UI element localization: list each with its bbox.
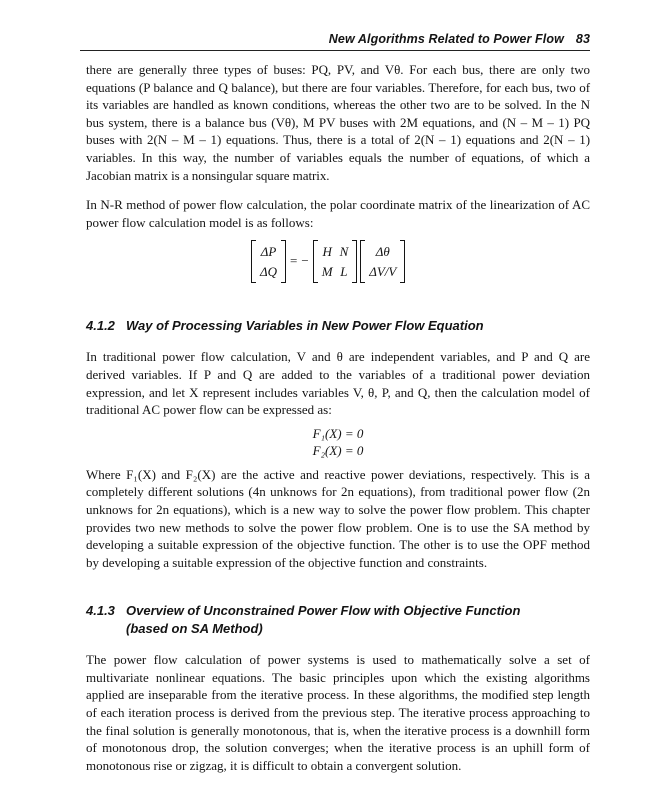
rhs-vector — [360, 240, 405, 283]
equation-f1: F₁(X) = 0 — [312, 425, 364, 441]
jac-h: H — [322, 243, 332, 259]
rhs-delta-v-over-v: ΔV/V — [369, 263, 397, 279]
lhs-delta-p: ΔP — [260, 243, 277, 259]
paragraph-nr-method: In N-R method of power flow calculation, the polar coordinate matrix of the linearization of AC power flow calculation model is as follows: — [86, 197, 590, 230]
section-title: Way of Processing Variables in New Power Flow Equation — [126, 318, 484, 334]
jac-l: L — [340, 263, 348, 279]
running-header — [80, 30, 590, 51]
equation-f2: F₂(X) = 0 — [312, 443, 364, 459]
lhs-vector — [251, 240, 286, 283]
paragraph-new-methods: Where F₁(X) and F₂(X) are the active and reactive power deviations, respectively. This is a completely different solutions (4n unknows for 2n equations), from traditional power flow (2n unknows for 2n equations), which is a new way to solve the power flow problem. This chapter provides two new methods to solve the power flow problem. One is to use the SA method by developing a suitable expression of the objective function. The other is to use the OPF method by developing a suitable expression of the objective function and constraints. — [86, 466, 590, 570]
page-number: 83 — [575, 32, 590, 46]
lhs-delta-q: ΔQ — [260, 263, 278, 279]
section-heading-4-1-3 — [86, 602, 590, 638]
section-title-line2: (based on SA Method) — [126, 621, 263, 637]
page-body — [86, 61, 590, 774]
matrix-equation — [86, 239, 590, 285]
paragraph-bus-types: there are generally three types of buses: PQ, PV, and Vθ. For each bus, there are only two equations (P balance and Q balance), but there are four variables. Therefore, for each bus, two of its variables are handled as known conditions, whereas the other two are to be solved. In the N bus system, there is a balance bus (Vθ), M PV buses with 2M equations, and (N – M – 1) PQ buses with 2(N – M – 1) equations. Thus, there is a total of 2(N – 1) equations and 2(N – 1) variables. In this way, the number of variables equals the number of equations, of which a Jacobian matrix is a nonsingular square matrix. — [86, 62, 590, 183]
paragraph-overview: The power flow calculation of power systems is used to mathematically solve a set of multivariate nonlinear equations. The basic principles upon which the existing algorithms applied are inseparable from the iterative process. In these algorithms, the modified step length of each iteration process is derived from the previous step. The iterative process approaching to the final solution is generally monotonous, that is, when the iterative process is a downhill form of monotonous drop, the solution converges; when the iterative process is an uphill form of monotonous rise or zigzag, it is difficult to obtain a convergent solution. — [86, 652, 590, 773]
jac-m: M — [321, 263, 333, 279]
jac-n: N — [339, 243, 349, 259]
section-title-line1: Overview of Unconstrained Power Flow with Objective Function — [126, 603, 521, 619]
equals-sign: = — [290, 253, 298, 269]
running-header-text — [329, 32, 590, 46]
section-heading-4-1-2 — [86, 317, 590, 335]
running-title: New Algorithms Related to Power Flow — [328, 32, 564, 46]
section-number: 4.1.3 — [86, 603, 115, 619]
minus-sign: − — [301, 253, 309, 269]
system-equations — [86, 425, 590, 460]
paragraph-variables: In traditional power flow calculation, V and θ are independent variables, and P and Q are derived variables. If P and Q are added to the variables of a traditional power deviation expression, and let X represent includes variables V, θ, P, and Q, then the calculation model of traditional AC power flow can be expressed as: — [86, 349, 590, 418]
jacobian-matrix — [313, 240, 358, 283]
section-number: 4.1.2 — [86, 318, 115, 334]
rhs-delta-theta: Δθ — [375, 243, 390, 259]
